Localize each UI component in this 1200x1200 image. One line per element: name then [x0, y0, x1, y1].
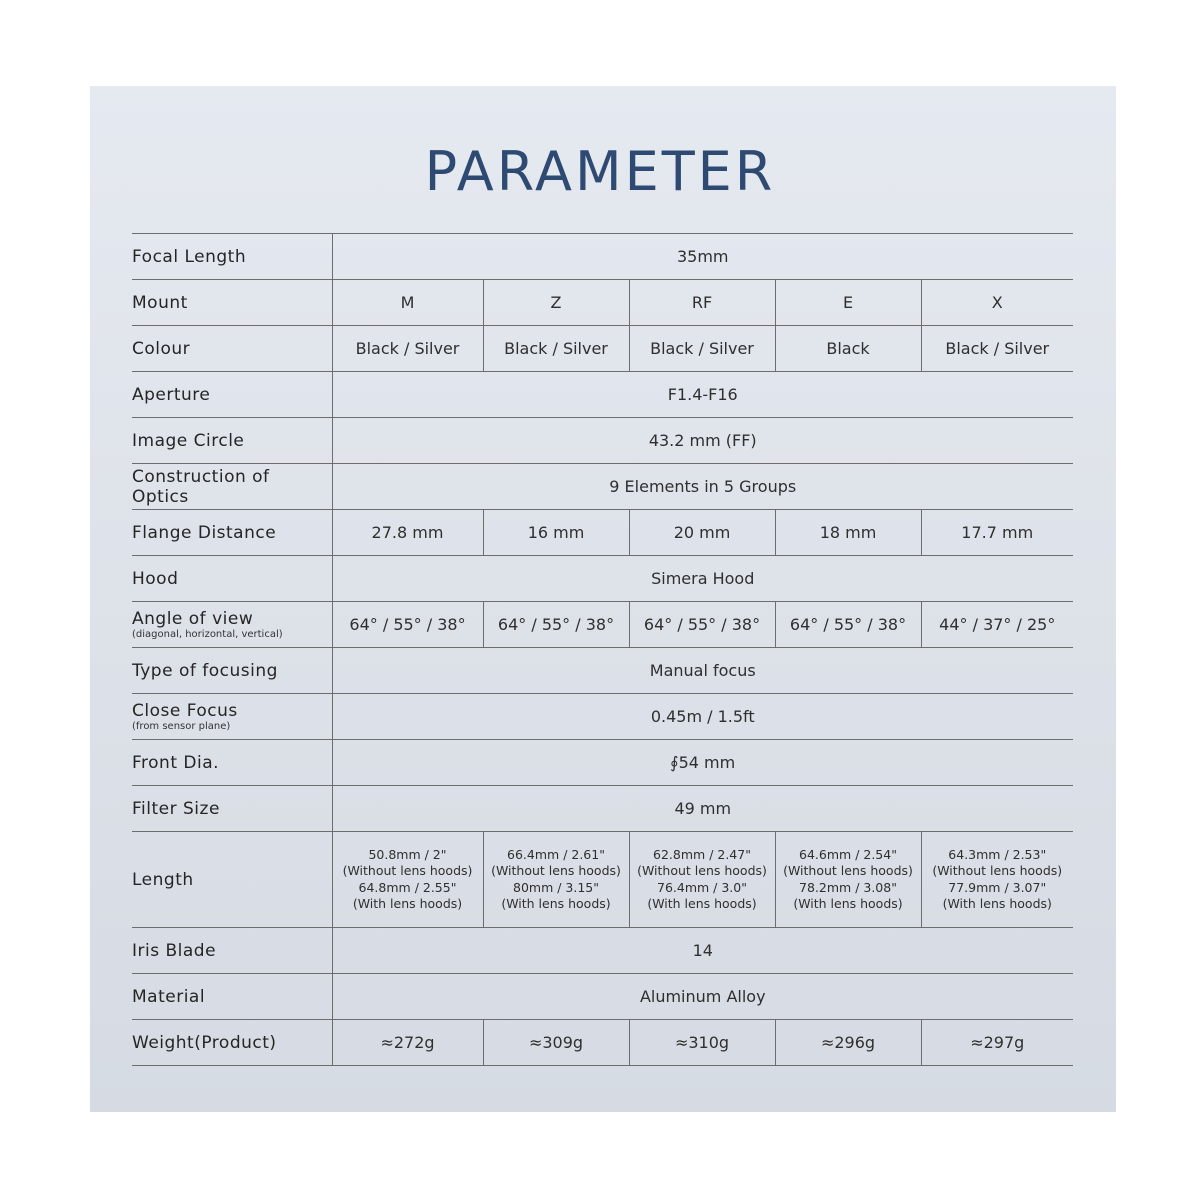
length-without-hood: 50.8mm / 2" [368, 846, 447, 862]
cell-value: M [332, 280, 483, 326]
length-with-hood: 78.2mm / 3.08" [799, 879, 897, 895]
table-row [132, 648, 1073, 694]
table-row [132, 280, 1073, 326]
row-label: Construction of Optics [132, 464, 332, 510]
cell-value: 64° / 55° / 38° [483, 602, 629, 648]
row-label: Mount [132, 280, 332, 326]
row-label: Image Circle [132, 418, 332, 464]
cell-value: Manual focus [332, 648, 1073, 694]
row-label: Colour [132, 326, 332, 372]
cell-value: 44° / 37° / 25° [921, 602, 1073, 648]
length-with-hood: 77.9mm / 3.07" [948, 879, 1047, 895]
cell-value [921, 832, 1073, 928]
table-row [132, 928, 1073, 974]
length-without-hood: 66.4mm / 2.61" [507, 846, 605, 862]
length-without-hood: 64.6mm / 2.54" [799, 846, 897, 862]
cell-value: Black / Silver [332, 326, 483, 372]
cell-value: ≈309g [483, 1020, 629, 1066]
length-without-hood: 62.8mm / 2.47" [653, 846, 751, 862]
cell-value: 35mm [332, 234, 1073, 280]
cell-value: 9 Elements in 5 Groups [332, 464, 1073, 510]
length-without-hood: 64.3mm / 2.53" [948, 846, 1047, 862]
row-label: Aperture [132, 372, 332, 418]
row-sublabel: (from sensor plane) [132, 720, 231, 732]
cell-value: Black / Silver [629, 326, 775, 372]
table-row [132, 694, 1073, 740]
cell-value: ≈297g [921, 1020, 1073, 1066]
cell-value: RF [629, 280, 775, 326]
row-label: Length [132, 832, 332, 928]
row-label: Focal Length [132, 234, 332, 280]
row-label: Iris Blade [132, 928, 332, 974]
cell-value: 14 [332, 928, 1073, 974]
cell-value: 49 mm [332, 786, 1073, 832]
cell-value: 64° / 55° / 38° [629, 602, 775, 648]
row-label: Hood [132, 556, 332, 602]
length-note: (With lens hoods) [352, 896, 463, 911]
table-row [132, 510, 1073, 556]
table-row [132, 832, 1073, 928]
cell-value: Z [483, 280, 629, 326]
row-label [132, 602, 332, 648]
row-label-main: Angle of view [132, 608, 254, 629]
cell-value: 18 mm [775, 510, 921, 556]
cell-value: ∮54 mm [332, 740, 1073, 786]
cell-value: Aluminum Alloy [332, 974, 1073, 1020]
table-row [132, 464, 1073, 510]
cell-value: 64° / 55° / 38° [775, 602, 921, 648]
table-row [132, 418, 1073, 464]
cell-value: F1.4-F16 [332, 372, 1073, 418]
cell-value: 17.7 mm [921, 510, 1073, 556]
cell-value: 64° / 55° / 38° [332, 602, 483, 648]
cell-value [629, 832, 775, 928]
length-with-hood: 80mm / 3.15" [513, 879, 599, 895]
cell-value: 20 mm [629, 510, 775, 556]
cell-value: Simera Hood [332, 556, 1073, 602]
row-sublabel: (diagonal, horizontal, vertical) [132, 628, 283, 640]
row-label: Filter Size [132, 786, 332, 832]
cell-value: 27.8 mm [332, 510, 483, 556]
cell-value: 43.2 mm (FF) [332, 418, 1073, 464]
length-with-hood: 64.8mm / 2.55" [358, 879, 457, 895]
row-label: Flange Distance [132, 510, 332, 556]
row-label: Front Dia. [132, 740, 332, 786]
length-note: (With lens hoods) [793, 896, 903, 911]
cell-value: ≈296g [775, 1020, 921, 1066]
length-with-hood: 76.4mm / 3.0" [657, 879, 747, 895]
table-row [132, 372, 1073, 418]
row-label [132, 694, 332, 740]
cell-value [483, 832, 629, 928]
table-row [132, 556, 1073, 602]
row-label: Type of focusing [132, 648, 332, 694]
cell-value: Black / Silver [483, 326, 629, 372]
length-note: (With lens hoods) [501, 896, 611, 911]
cell-value: X [921, 280, 1073, 326]
page-title: PARAMETER [424, 140, 776, 203]
row-label: Material [132, 974, 332, 1020]
cell-value [775, 832, 921, 928]
cell-value: ≈272g [332, 1020, 483, 1066]
table-row [132, 740, 1073, 786]
table-row [132, 602, 1073, 648]
table-row [132, 326, 1073, 372]
length-note: (With lens hoods) [647, 896, 757, 911]
cell-value: E [775, 280, 921, 326]
cell-value: 0.45m / 1.5ft [332, 694, 1073, 740]
row-label: Weight(Product) [132, 1020, 332, 1066]
table-row [132, 786, 1073, 832]
length-note: (Without lens hoods) [783, 863, 913, 878]
row-label-main: Close Focus [132, 700, 238, 721]
length-note: (Without lens hoods) [932, 863, 1063, 878]
table-row [132, 974, 1073, 1020]
cell-value: Black / Silver [921, 326, 1073, 372]
cell-value: 16 mm [483, 510, 629, 556]
table-row [132, 234, 1073, 280]
spec-table [132, 233, 1073, 1066]
length-note: (With lens hoods) [942, 896, 1052, 911]
length-note: (Without lens hoods) [491, 863, 621, 878]
table-row [132, 1020, 1073, 1066]
cell-value: Black [775, 326, 921, 372]
length-note: (Without lens hoods) [637, 863, 767, 878]
cell-value: ≈310g [629, 1020, 775, 1066]
length-note: (Without lens hoods) [342, 863, 473, 878]
cell-value [332, 832, 483, 928]
